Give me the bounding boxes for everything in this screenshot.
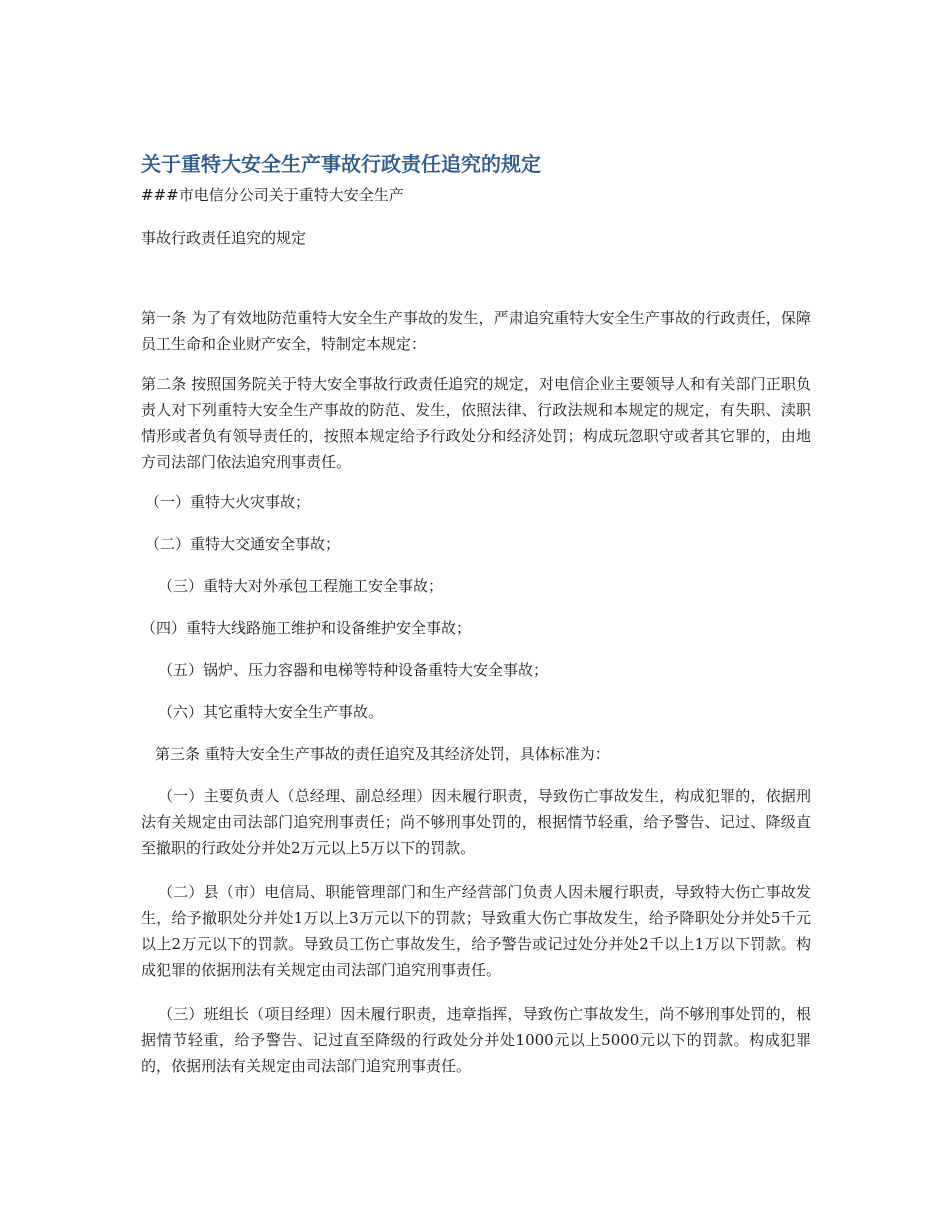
document-title: 关于重特大安全生产事故行政责任追究的规定	[141, 152, 541, 176]
document-subtitle-line2: 事故行政责任追究的规定	[141, 229, 307, 247]
document-body	[141, 305, 811, 1093]
article-3-item-2: （二）县（市）电信局、职能管理部门和生产经营部门负责人因未履行职责，导致特大伤亡事故发生，给予撤职处分并处1万以上3万元以下的罚款；导致重大伤亡事故发生，给予降职处分并处5千元以上2万元以下的罚款。导致员工伤亡事故发生，给予警告或记过处分并处2千以上1万以下罚款。构成犯罪的依据刑法有关规定由司法部门追究刑事责任。	[141, 883, 811, 979]
article-3-item-3: （三）班组长（项目经理）因未履行职责，违章指挥，导致伤亡事故发生，尚不够刑事处罚的，根据情节轻重，给予警告、记过直至降级的行政处分并处1000元以上5000元以下的罚款。构成犯罪的，依据刑法有关规定由司法部门追究刑事责任。	[141, 1005, 811, 1075]
list-item: （六）其它重特大安全生产事故。	[158, 703, 384, 721]
list-item: （四）重特大线路施工维护和设备维护安全事故；	[141, 619, 472, 637]
article-1: 第一条 为了有效地防范重特大安全生产事故的发生，严肃追究重特大安全生产事故的行政责任，保障员工生命和企业财产安全，特制定本规定：	[141, 309, 811, 353]
document-subtitle-line1: ###市电信分公司关于重特大安全生产	[141, 186, 404, 204]
article-3: 第三条 重特大安全生产事故的责任追究及其经济处罚，具体标准为：	[155, 745, 610, 763]
list-item: （三）重特大对外承包工程施工安全事故；	[158, 577, 444, 595]
article-2: 第二条 按照国务院关于特大安全事故行政责任追究的规定，对电信企业主要领导人和有关部门正职负责人对下列重特大安全生产事故的防范、发生，依照法律、行政法规和本规定的规定，有失职、渎职情形或者负有领导责任的，按照本规定给予行政处分和经济处罚；构成玩忽职守或者其它罪的，由地方司法部门依法追究刑事责任。	[141, 375, 811, 471]
list-item: （五）锅炉、压力容器和电梯等特种设备重特大安全事故；	[158, 661, 549, 679]
article-3-item-1: （一）主要负责人（总经理、副总经理）因未履行职责，导致伤亡事故发生，构成犯罪的，依据刑法有关规定由司法部门追究刑事责任；尚不够刑事处罚的，根据情节轻重，给予警告、记过、降级直至撤职的行政处分并处2万元以上5万以下的罚款。	[141, 787, 811, 857]
list-item: （一）重特大火灾事故；	[145, 493, 311, 511]
list-item: （二）重特大交通安全事故；	[145, 535, 341, 553]
